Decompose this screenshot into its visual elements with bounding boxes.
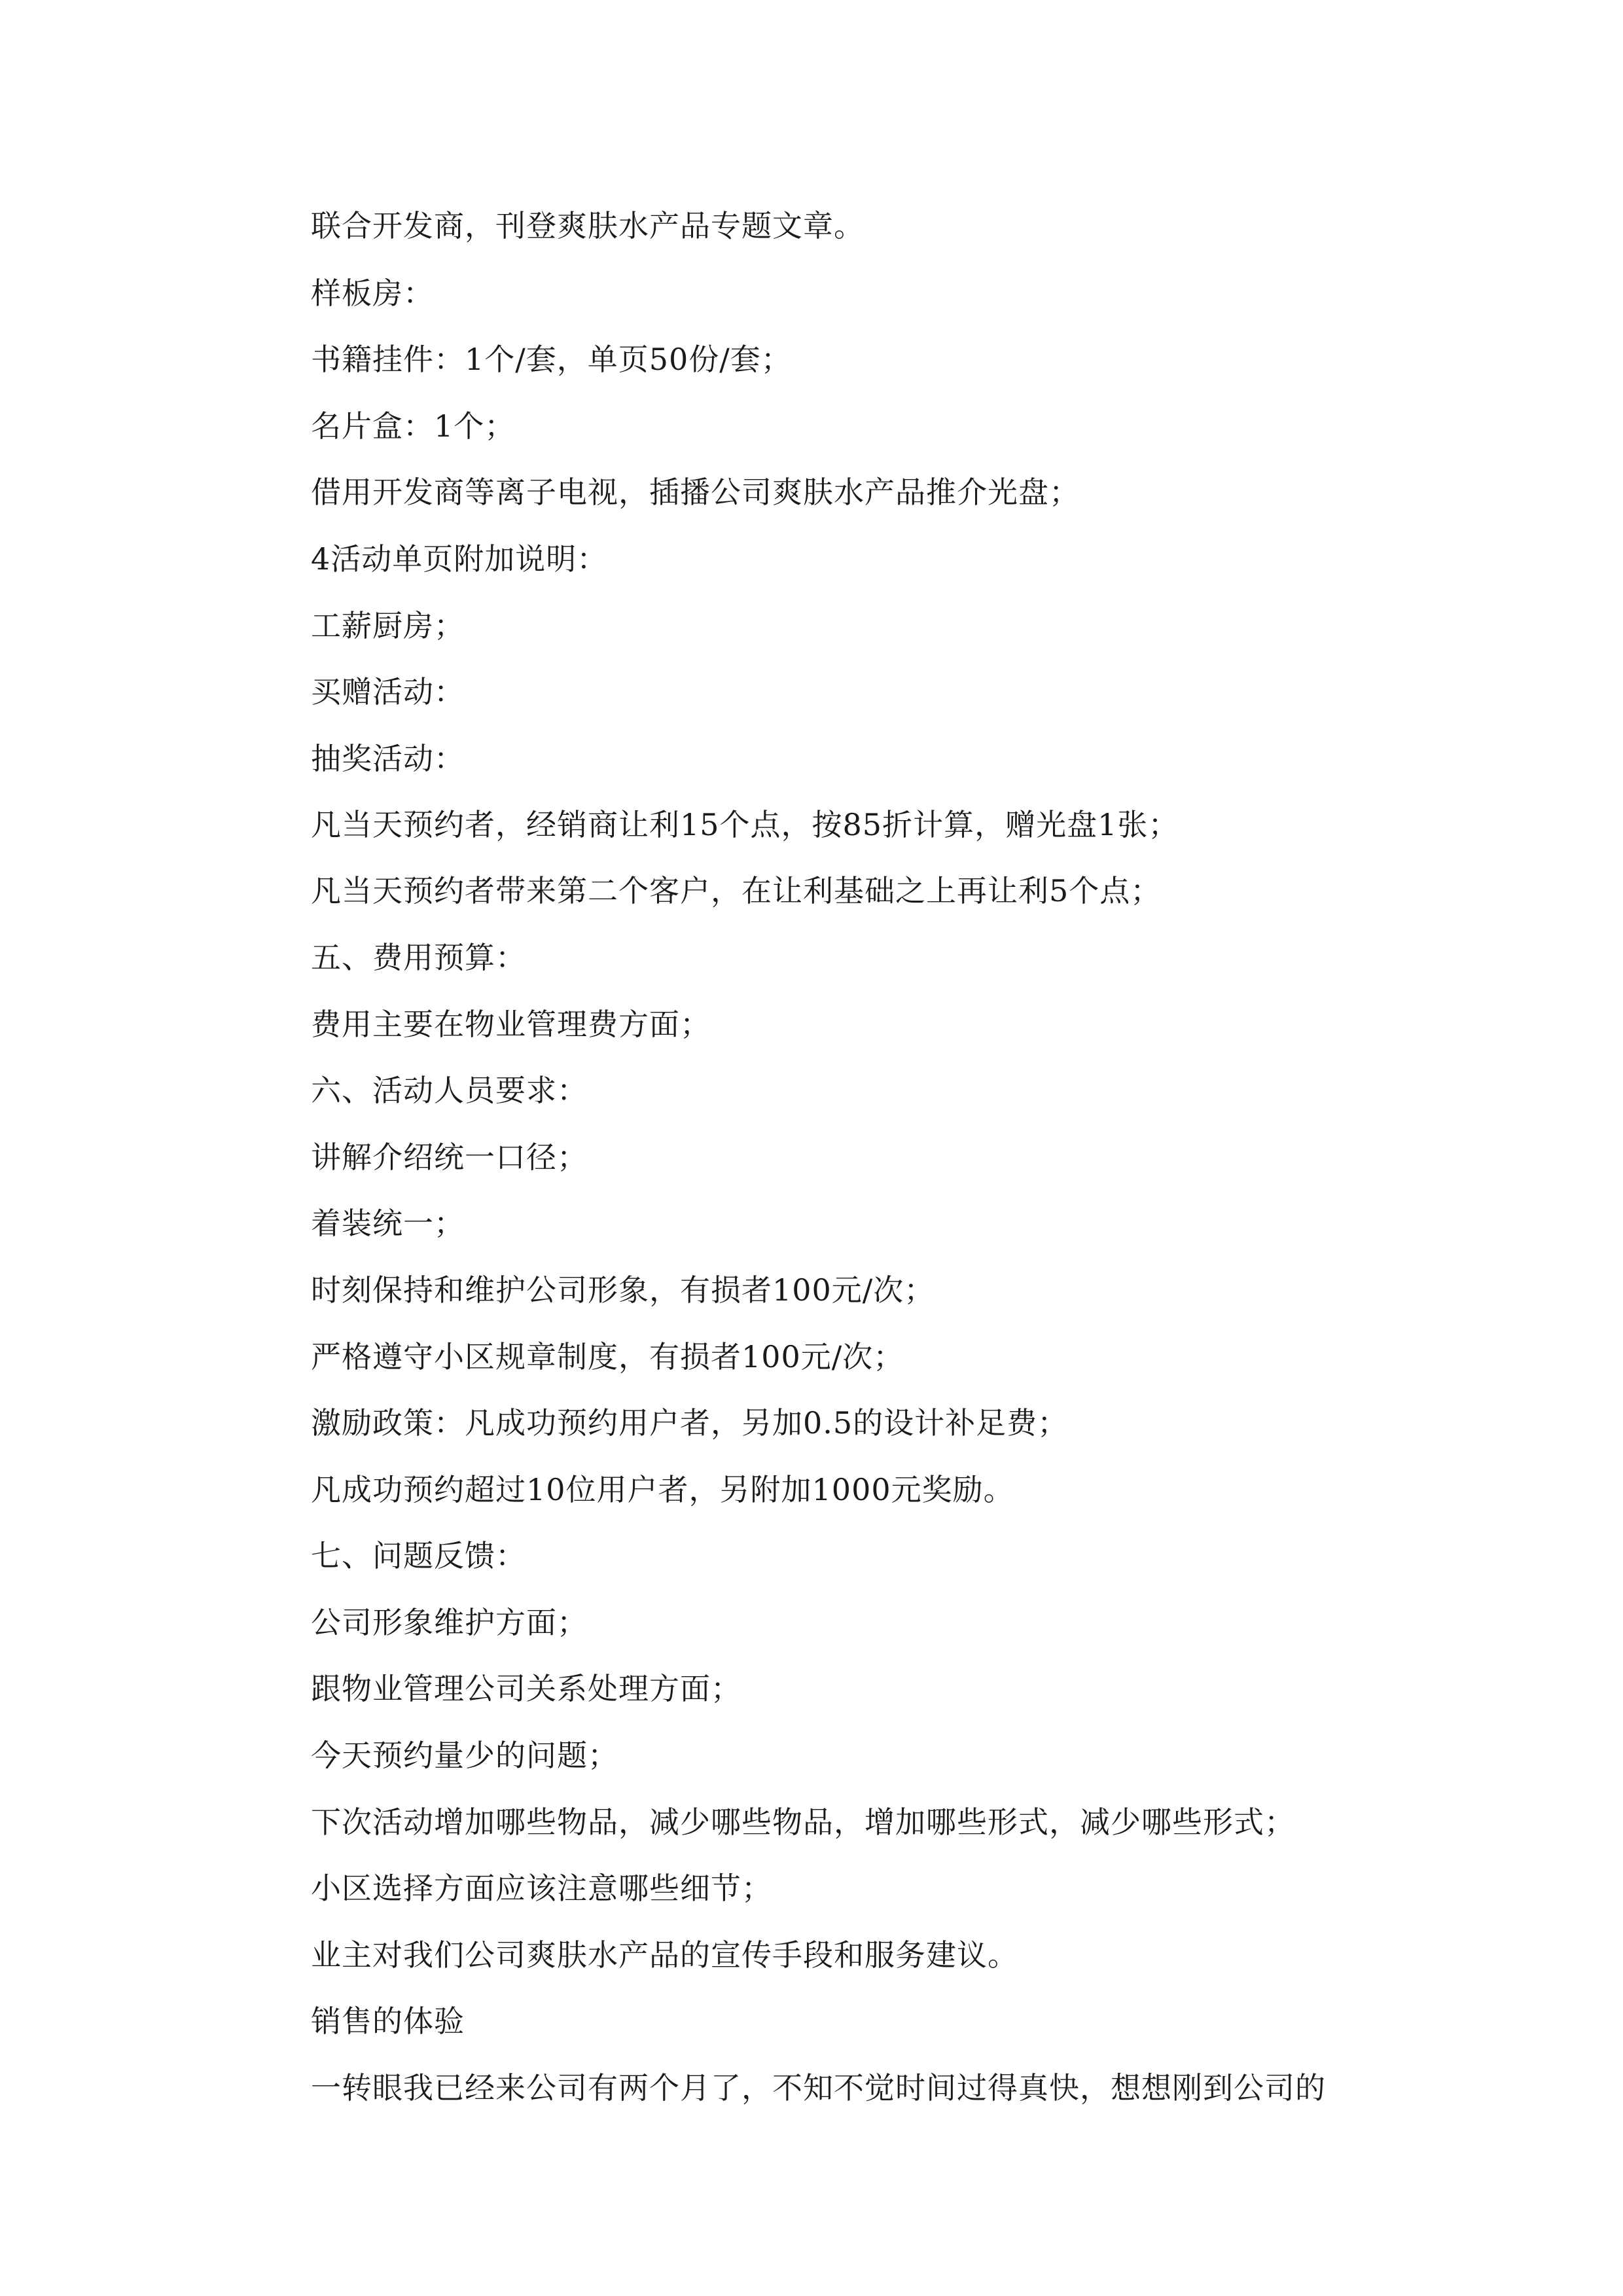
text-line: 讲解介绍统一口径； <box>311 1139 588 1175</box>
text-line: 抽奖活动： <box>311 741 465 776</box>
text-line: 一转眼我已经来公司有两个月了，不知不觉时间过得真快，想想刚到公司的 <box>311 2070 1326 2106</box>
text-line: 严格遵守小区规章制度，有损者100元/次； <box>311 1339 904 1374</box>
text-line: 4活动单页附加说明： <box>311 541 608 577</box>
text-line: 联合开发商，刊登爽肤水产品专题文章。 <box>311 208 865 243</box>
text-line: 六、活动人员要求： <box>311 1073 588 1108</box>
text-line: 样板房： <box>311 276 434 311</box>
text-line: 费用主要在物业管理费方面； <box>311 1007 711 1042</box>
text-line: 名片盒：1个； <box>311 408 516 444</box>
text-line: 销售的体验 <box>311 2003 465 2039</box>
text-line: 七、问题反馈： <box>311 1538 526 1573</box>
text-line: 激励政策：凡成功预约用户者，另加0.5的设计补足费； <box>311 1405 1069 1441</box>
text-line: 跟物业管理公司关系处理方面； <box>311 1671 741 1706</box>
text-line: 凡当天预约者，经销商让利15个点，按85折计算，赠光盘1张； <box>311 807 1179 842</box>
text-line: 今天预约量少的问题； <box>311 1738 618 1773</box>
text-line: 凡当天预约者带来第二个客户，在让利基础之上再让利5个点； <box>311 873 1162 908</box>
text-line: 五、费用预算： <box>311 940 526 975</box>
text-line: 借用开发商等离子电视，插播公司爽肤水产品推介光盘； <box>311 475 1080 510</box>
text-line: 凡成功预约超过10位用户者，另附加1000元奖励。 <box>311 1472 1014 1507</box>
text-line: 着装统一； <box>311 1206 465 1241</box>
text-line: 买赠活动： <box>311 674 465 709</box>
text-line: 工薪厨房； <box>311 608 465 643</box>
text-line: 业主对我们公司爽肤水产品的宣传手段和服务建议。 <box>311 1937 1018 1973</box>
text-line: 公司形象维护方面； <box>311 1605 588 1640</box>
text-line: 时刻保持和维护公司形象，有损者100元/次； <box>311 1272 935 1308</box>
text-line: 下次活动增加哪些物品，减少哪些物品，增加哪些形式，减少哪些形式； <box>311 1804 1295 1840</box>
text-line: 小区选择方面应该注意哪些细节； <box>311 1871 772 1906</box>
text-line: 书籍挂件：1个/套，单页50份/套； <box>311 342 792 377</box>
